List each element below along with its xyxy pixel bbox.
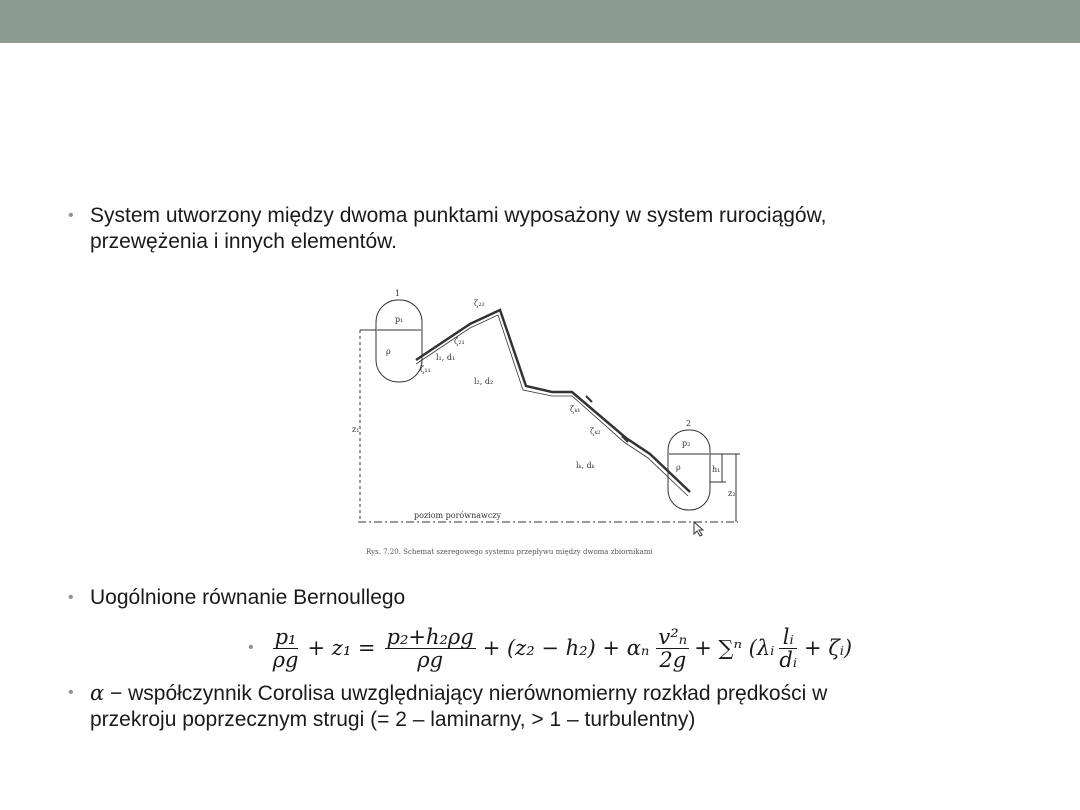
coriolis-text: − współczynnik Corolisa uwzględniający nierównomierny rozkład prędkości w: [104, 682, 828, 705]
frac-v2n: $\frac{\text{v²ₙ}}{2g}$: [658, 624, 688, 672]
eq-z1: + z₁ =: [307, 636, 376, 660]
zeta21-label: ζ₂₁: [454, 337, 465, 346]
pipeline-diagram: [350, 282, 745, 564]
eq-paren: + (z₂ − h₂) + αₙ: [482, 636, 650, 660]
bullet-dot: •: [68, 684, 74, 701]
frac-p2: $\frac{\text{p₂+h₂ρg}}{\rho g}$: [386, 624, 474, 672]
bullet-coriolis-line1: [90, 680, 827, 707]
bullet-coriolis: [68, 680, 828, 733]
cursor-icon: [694, 522, 703, 536]
rho-label-1: ρ: [386, 347, 391, 356]
rho-label-2: ρ: [676, 463, 681, 472]
bullet-dot: •: [248, 639, 254, 656]
header-bar: [0, 0, 1080, 43]
eq-sum: + ∑ⁿ (λᵢ: [694, 636, 775, 660]
tank1-label: 1: [395, 289, 401, 298]
tank-1: [376, 300, 422, 382]
zetak1-label: ζₖ₁: [570, 405, 581, 414]
bullet-system-line1: System utworzony między dwoma punktami wyposażony w system rurociągów,: [90, 204, 827, 227]
bullet-system: [68, 203, 827, 255]
p1-label: p₁: [395, 315, 404, 324]
zeta11-label: ζ₁₁: [420, 365, 431, 374]
tank2-label: 2: [686, 419, 692, 428]
l1d1-label: l₁, d₁: [436, 353, 456, 362]
zetak2-label: ζₖ₂: [590, 427, 601, 436]
datum-label: poziom porównawczy: [414, 511, 502, 520]
p2-label: p₂: [682, 439, 691, 448]
z1-label: z₁: [352, 425, 360, 434]
bernoulli-equation: [248, 618, 852, 678]
eq-tail: + ζᵢ): [804, 636, 853, 660]
bullet-bernoulli-text: Uogólnione równanie Bernoullego: [90, 586, 406, 609]
z2-label: z₂: [728, 489, 736, 498]
bullet-coriolis-line2: przekroju poprzecznym strugi (= 2 – laminarny, > 1 – turbulentny): [90, 708, 696, 731]
figure-caption: Rys. 7.20. Schemat szeregowego systemu przepływu między dwoma zbiornikami: [366, 548, 653, 556]
alpha-symbol: α: [90, 681, 105, 705]
bullet-dot: •: [68, 207, 74, 224]
h1-label: h₁: [712, 465, 721, 474]
zeta22-label: ζ₂₂: [474, 299, 485, 308]
frac-li: $\frac{\text{lᵢ}}{\text{dᵢ}}$: [779, 624, 798, 672]
bullet-bernoulli: [68, 585, 406, 611]
lkdk-label: lₖ, dₖ: [576, 461, 595, 470]
bullet-dot: •: [68, 589, 74, 606]
frac-p1: $\frac{\text{p₁}}{\rho g}$: [272, 624, 299, 672]
l2d2-label: l₂, d₂: [474, 377, 494, 386]
bullet-system-line2: przewężenia i innych elementów.: [90, 230, 398, 253]
